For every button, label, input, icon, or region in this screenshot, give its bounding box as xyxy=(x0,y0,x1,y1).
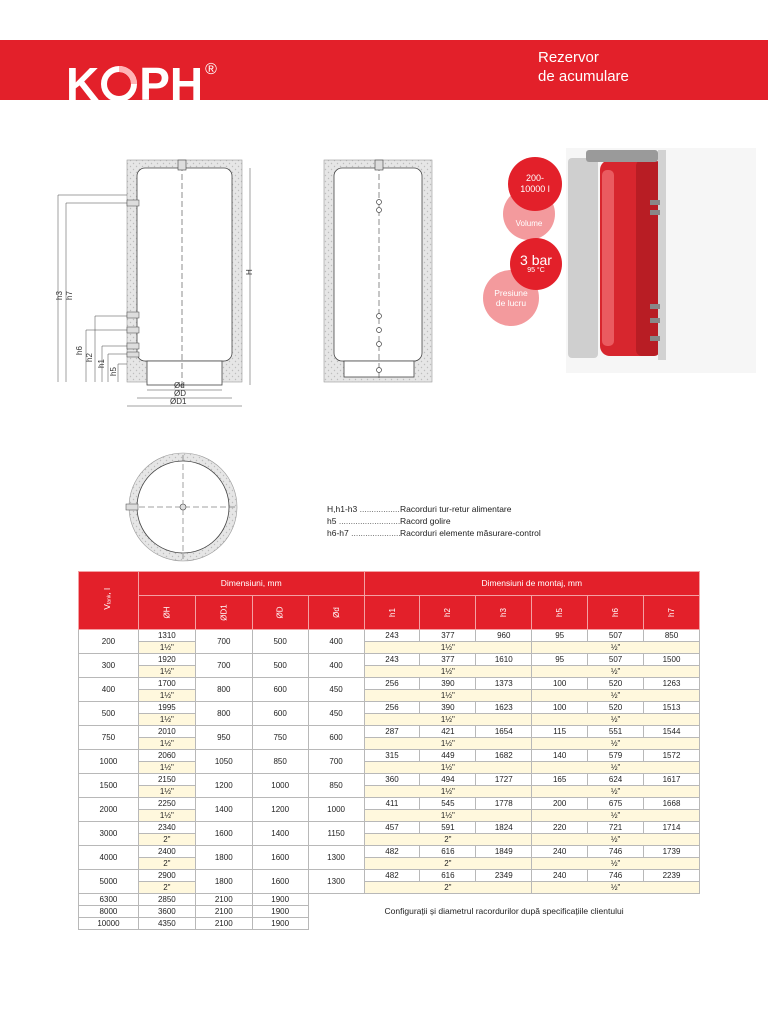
dim-h3: h3 xyxy=(55,291,64,300)
column-header: h3 xyxy=(476,596,532,630)
table-cell: 624 xyxy=(588,774,644,786)
table-cell: 545 xyxy=(420,798,476,810)
table-cell: ½" xyxy=(532,810,700,822)
dimensions-group-header: Dimensiuni, mm xyxy=(138,572,364,596)
table-cell: 482 xyxy=(364,870,420,882)
table-cell: 457 xyxy=(364,822,420,834)
table-cell: 2000 xyxy=(79,798,139,822)
table-cell: 1263 xyxy=(644,678,700,690)
connection-legend xyxy=(327,503,541,539)
table-cell: 2349 xyxy=(476,870,532,882)
table-cell: 700 xyxy=(195,630,252,654)
table-cell: 315 xyxy=(364,750,420,762)
legend-text: Racorduri tur-retur alimentare xyxy=(400,504,512,514)
table-cell: 1200 xyxy=(252,798,308,822)
table-cell: 494 xyxy=(420,774,476,786)
table-cell: 1739 xyxy=(644,846,700,858)
table-cell: 3600 xyxy=(138,906,195,918)
table-cell: 1900 xyxy=(252,918,308,930)
table-cell: 1700 xyxy=(138,678,195,690)
product-image xyxy=(566,148,756,373)
table-cell: ½" xyxy=(532,858,700,870)
table-cell: 200 xyxy=(532,798,588,810)
table-cell: 721 xyxy=(588,822,644,834)
table-cell: 390 xyxy=(420,702,476,714)
table-cell: 1000 xyxy=(308,798,364,822)
table-cell: 390 xyxy=(420,678,476,690)
brand-text-rest: PH xyxy=(139,58,204,110)
table-cell: 287 xyxy=(364,726,420,738)
table-cell: 1050 xyxy=(195,750,252,774)
column-header: ØD xyxy=(252,596,308,630)
table-row-connections xyxy=(79,834,700,846)
table-cell: 1½" xyxy=(138,810,195,822)
table-row xyxy=(79,630,700,642)
column-header: h1 xyxy=(364,596,420,630)
table-cell: 2060 xyxy=(138,750,195,762)
table-cell: 700 xyxy=(195,654,252,678)
table-cell: 2" xyxy=(138,882,195,894)
table-cell: 243 xyxy=(364,630,420,642)
table-cell: 300 xyxy=(79,654,139,678)
pressure-badge xyxy=(510,238,562,290)
table-cell: 140 xyxy=(532,750,588,762)
table-cell: 1600 xyxy=(195,822,252,846)
table-cell: ½" xyxy=(532,738,700,750)
table-cell: 850 xyxy=(308,774,364,798)
table-cell: 1½" xyxy=(138,738,195,750)
table-cell: 377 xyxy=(420,654,476,666)
table-cell: 950 xyxy=(195,726,252,750)
table-cell: 1310 xyxy=(138,630,195,642)
table-cell: 520 xyxy=(588,702,644,714)
table-cell: 5000 xyxy=(79,870,139,894)
table-cell: 746 xyxy=(588,870,644,882)
dim-d: Ød xyxy=(174,381,185,390)
table-cell: 1668 xyxy=(644,798,700,810)
table-cell: 1150 xyxy=(308,822,364,846)
table-cell: 450 xyxy=(308,678,364,702)
legend-key: H,h1-h3 ..... xyxy=(327,503,400,515)
table-cell: 482 xyxy=(364,846,420,858)
table-cell: 1½" xyxy=(364,690,532,702)
table-cell: 1617 xyxy=(644,774,700,786)
column-header: h6 xyxy=(588,596,644,630)
table-cell: 1½" xyxy=(364,786,532,798)
table-cell: 500 xyxy=(252,630,308,654)
table-cell: 1544 xyxy=(644,726,700,738)
table-cell: 700 xyxy=(308,750,364,774)
table-cell: 100 xyxy=(532,678,588,690)
table-cell: 1500 xyxy=(644,654,700,666)
table-cell: 2340 xyxy=(138,822,195,834)
table-cell: 2" xyxy=(138,858,195,870)
table-cell: 520 xyxy=(588,678,644,690)
dim-H: H xyxy=(245,269,254,275)
header-banner xyxy=(0,40,768,110)
pressure-value: 3 bar xyxy=(520,252,552,268)
table-cell: ½" xyxy=(532,666,700,678)
legend-key: h6-h7 ..... xyxy=(327,527,400,539)
table-cell: 1½" xyxy=(138,786,195,798)
dim-h1: h1 xyxy=(97,359,106,368)
brand-text: K xyxy=(66,58,100,110)
table-cell: 3000 xyxy=(79,822,139,846)
table-row-connections xyxy=(79,762,700,774)
table-cell: 1200 xyxy=(195,774,252,798)
table-cell: 2250 xyxy=(138,798,195,810)
dimensions-table xyxy=(78,571,700,930)
table-cell: 95 xyxy=(532,630,588,642)
table-cell: ½" xyxy=(532,642,700,654)
table-cell: 750 xyxy=(252,726,308,750)
table-row xyxy=(79,678,700,690)
table-cell: 400 xyxy=(308,654,364,678)
table-cell: 1714 xyxy=(644,822,700,834)
table-cell: 240 xyxy=(532,870,588,882)
dim-h5: h5 xyxy=(109,367,118,376)
table-cell: 1623 xyxy=(476,702,532,714)
table-cell: 750 xyxy=(79,726,139,750)
table-cell: 1½" xyxy=(364,666,532,678)
table-cell: ½" xyxy=(532,690,700,702)
table-cell: 1513 xyxy=(644,702,700,714)
table-cell: 6300 xyxy=(79,894,139,906)
volume-label: Volume xyxy=(515,218,543,228)
table-group-header xyxy=(79,572,700,596)
table-row-connections xyxy=(79,858,700,870)
column-header: ØH xyxy=(138,596,195,630)
table-note: Configurații și diametrul racordurilor după specificațiile clientului xyxy=(384,906,624,917)
table-cell: 1400 xyxy=(195,798,252,822)
table-cell: 800 xyxy=(195,678,252,702)
table-cell: 200 xyxy=(79,630,139,654)
column-header: ØD1 xyxy=(195,596,252,630)
table-cell: 2850 xyxy=(138,894,195,906)
table-cell: 600 xyxy=(308,726,364,750)
pressure-label: Presiune de lucru xyxy=(494,288,528,308)
table-cell: 400 xyxy=(79,678,139,702)
table-cell: 1½" xyxy=(138,714,195,726)
page-title xyxy=(538,48,629,86)
table-cell: 1½" xyxy=(364,642,532,654)
koph-o-icon xyxy=(99,64,139,104)
table-row xyxy=(79,822,700,834)
table-cell: 579 xyxy=(588,750,644,762)
legend-row xyxy=(327,527,541,539)
table-cell: 1400 xyxy=(252,822,308,846)
side-view-drawing xyxy=(55,160,254,406)
table-row-connections xyxy=(79,666,700,678)
table-cell: 1500 xyxy=(79,774,139,798)
table-row xyxy=(79,726,700,738)
table-cell: 1½" xyxy=(364,714,532,726)
table-cell: 1600 xyxy=(252,870,308,894)
table-cell: 2100 xyxy=(195,906,252,918)
table-cell: 2" xyxy=(364,882,532,894)
table-cell: 1300 xyxy=(308,846,364,870)
table-row xyxy=(79,774,700,786)
table-row xyxy=(79,798,700,810)
table-cell: 2150 xyxy=(138,774,195,786)
column-header: h7 xyxy=(644,596,700,630)
table-row xyxy=(79,846,700,858)
legend-row xyxy=(327,515,541,527)
legend-text: Racord golire xyxy=(400,516,451,526)
table-cell: 1½" xyxy=(138,762,195,774)
front-view-drawing xyxy=(324,160,432,382)
table-cell: 1900 xyxy=(252,906,308,918)
table-cell: ½" xyxy=(532,786,700,798)
table-cell: 600 xyxy=(252,702,308,726)
table-cell: 850 xyxy=(644,630,700,642)
table-cell: 8000 xyxy=(79,906,139,918)
mounting-group-header: Dimensiuni de montaj, mm xyxy=(364,572,699,596)
table-cell: 1654 xyxy=(476,726,532,738)
table-cell: 1800 xyxy=(195,870,252,894)
table-cell: 2" xyxy=(364,834,532,846)
pressure-temp: 95 °C xyxy=(527,267,545,274)
table-cell: 850 xyxy=(252,750,308,774)
table-cell: 1800 xyxy=(195,846,252,870)
table-cell: 1600 xyxy=(252,846,308,870)
table-row-connections xyxy=(79,690,700,702)
table-cell: 1½" xyxy=(364,762,532,774)
table-cell: 4000 xyxy=(79,846,139,870)
registered-mark: ® xyxy=(205,61,217,78)
table-cell: 400 xyxy=(308,630,364,654)
table-cell: 1682 xyxy=(476,750,532,762)
table-cell: ½" xyxy=(532,762,700,774)
table-cell: 411 xyxy=(364,798,420,810)
table-cell: 507 xyxy=(588,630,644,642)
legend-row xyxy=(327,503,541,515)
table-cell: 1572 xyxy=(644,750,700,762)
table-cell: 800 xyxy=(195,702,252,726)
table-cell: 1920 xyxy=(138,654,195,666)
table-cell: 507 xyxy=(588,654,644,666)
table-row xyxy=(79,870,700,882)
table-row-connections xyxy=(79,882,700,894)
table-row-connections xyxy=(79,810,700,822)
table-row xyxy=(79,750,700,762)
table-row-connections xyxy=(79,714,700,726)
table-cell: 1849 xyxy=(476,846,532,858)
table-cell: 165 xyxy=(532,774,588,786)
table-row xyxy=(79,894,700,906)
dim-h2: h2 xyxy=(85,353,94,362)
table-cell: 1000 xyxy=(79,750,139,774)
table-cell: 1½" xyxy=(138,690,195,702)
dim-D: ØD xyxy=(174,389,186,398)
table-cell: 500 xyxy=(79,702,139,726)
table-cell: 616 xyxy=(420,846,476,858)
table-cell: 256 xyxy=(364,678,420,690)
table-cell: 95 xyxy=(532,654,588,666)
table-cell: 450 xyxy=(308,702,364,726)
table-body xyxy=(79,630,700,930)
table-cell: 1824 xyxy=(476,822,532,834)
brand-logo xyxy=(66,44,217,110)
column-header: h2 xyxy=(420,596,476,630)
table-cell: 243 xyxy=(364,654,420,666)
table-column-header xyxy=(79,596,700,630)
table-cell: 616 xyxy=(420,870,476,882)
table-cell: 1373 xyxy=(476,678,532,690)
table-row xyxy=(79,702,700,714)
table-cell: 591 xyxy=(420,822,476,834)
table-cell: ½" xyxy=(532,714,700,726)
dim-D1: ØD1 xyxy=(170,397,187,406)
table-cell: 500 xyxy=(252,654,308,678)
table-cell: 220 xyxy=(532,822,588,834)
table-row xyxy=(79,654,700,666)
table-cell: 2100 xyxy=(195,894,252,906)
table-cell: 675 xyxy=(588,798,644,810)
table-cell: 600 xyxy=(252,678,308,702)
table-row-connections xyxy=(79,738,700,750)
table-cell: 100 xyxy=(532,702,588,714)
table-cell: 2900 xyxy=(138,870,195,882)
table-cell: 449 xyxy=(420,750,476,762)
table-cell: 1½" xyxy=(364,738,532,750)
title-line-1: Rezervor xyxy=(538,49,599,66)
table-cell: 2239 xyxy=(644,870,700,882)
top-view-drawing xyxy=(126,453,237,561)
column-header: Ød xyxy=(308,596,364,630)
table-row-connections xyxy=(79,786,700,798)
table-cell: 1610 xyxy=(476,654,532,666)
table-cell: 4350 xyxy=(138,918,195,930)
legend-text: Racorduri elemente măsurare-control xyxy=(400,528,541,538)
legend-key: h5 ..... xyxy=(327,515,400,527)
table-cell: 10000 xyxy=(79,918,139,930)
column-header: h5 xyxy=(532,596,588,630)
table-cell: 256 xyxy=(364,702,420,714)
table-cell: 1300 xyxy=(308,870,364,894)
table-cell: 1778 xyxy=(476,798,532,810)
table-cell: ½" xyxy=(532,882,700,894)
table-cell: 2100 xyxy=(195,918,252,930)
volume-value: 200- 10000 l xyxy=(520,173,550,194)
table-cell: ½" xyxy=(532,834,700,846)
vtank-header: $V_{tank}$, l xyxy=(79,572,139,630)
table-cell: 115 xyxy=(532,726,588,738)
table-cell: 377 xyxy=(420,630,476,642)
table-row-connections xyxy=(79,642,700,654)
table-cell: 1½" xyxy=(364,810,532,822)
table-cell: 1½" xyxy=(138,666,195,678)
table-cell: 960 xyxy=(476,630,532,642)
table-cell: 2" xyxy=(364,858,532,870)
table-cell: 1727 xyxy=(476,774,532,786)
table-cell: 551 xyxy=(588,726,644,738)
table-cell: 746 xyxy=(588,846,644,858)
table-cell: 360 xyxy=(364,774,420,786)
table-cell: 1900 xyxy=(252,894,308,906)
table-cell: 421 xyxy=(420,726,476,738)
table-cell: 2010 xyxy=(138,726,195,738)
volume-badge xyxy=(508,157,562,211)
table-cell: 1½" xyxy=(138,642,195,654)
dim-h6: h6 xyxy=(75,346,84,355)
table-cell: 1995 xyxy=(138,702,195,714)
table-cell: 1000 xyxy=(252,774,308,798)
table-cell: 2" xyxy=(138,834,195,846)
table-cell: 240 xyxy=(532,846,588,858)
title-line-2: de acumulare xyxy=(538,68,629,85)
table-cell: 2400 xyxy=(138,846,195,858)
dim-h7: h7 xyxy=(65,291,74,300)
